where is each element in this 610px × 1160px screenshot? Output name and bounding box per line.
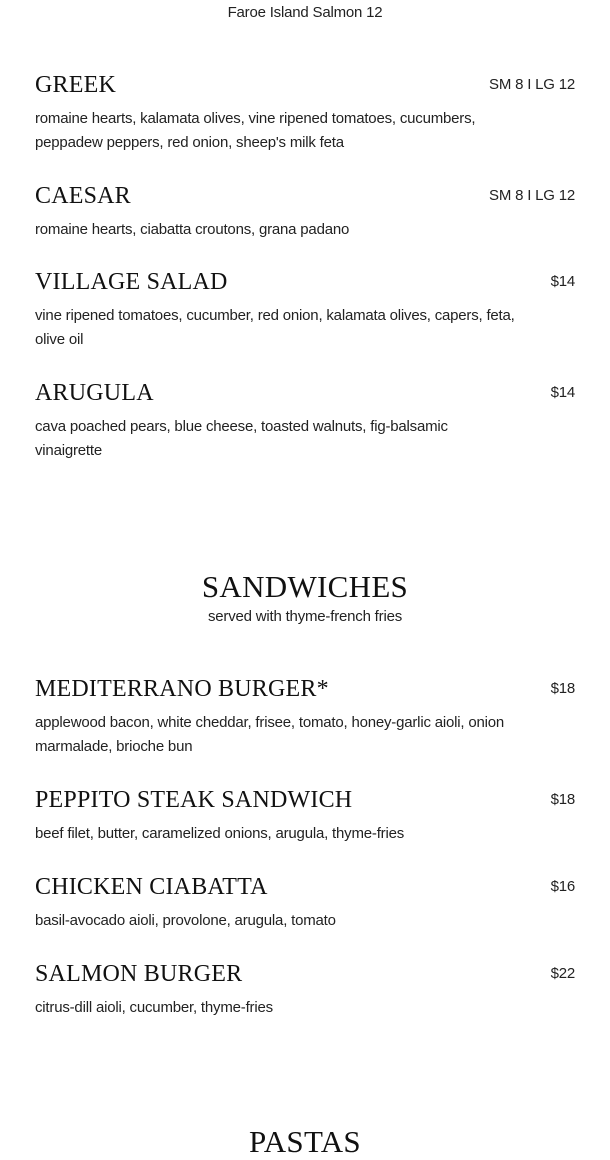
menu-item-price: $18 <box>550 791 575 808</box>
menu-item-description: beef filet, butter, caramelized onions, arugula, thyme-fries <box>35 825 405 842</box>
menu-item-description: vine ripened tomatoes, cucumber, red onion, kalamata olives, capers, feta, olive oil <box>35 307 515 348</box>
menu-item-peppito-steak-sandwich <box>35 787 575 846</box>
menu-item-name: PEPPITO STEAK SANDWICH <box>35 787 353 813</box>
menu-item-arugula <box>35 380 575 463</box>
menu-item-description: cava poached pears, blue cheese, toasted walnuts, fig-balsamic vinaigrette <box>35 418 448 459</box>
menu-item-name: GREEK <box>35 72 116 98</box>
menu-item-description: basil-avocado aioli, provolone, arugula, tomato <box>35 912 336 929</box>
menu-item-greek <box>35 72 575 155</box>
section-subtitle-sandwiches: served with thyme-french fries <box>207 608 403 625</box>
section-title-sandwiches: SANDWICHES <box>201 569 409 604</box>
section-title-pastas: PASTAS <box>249 1124 361 1159</box>
menu-item-description: applewood bacon, white cheddar, frisee, tomato, honey-garlic aioli, onion marmalade, brioche bun <box>35 714 505 755</box>
menu-item-name: CAESAR <box>35 183 131 209</box>
menu-item-description: citrus-dill aioli, cucumber, thyme-fries <box>35 999 273 1016</box>
menu-item-village-salad <box>35 269 575 352</box>
menu-item-description: romaine hearts, kalamata olives, vine ripened tomatoes, cucumbers, peppadew peppers, red onion, sheep's milk feta <box>35 110 476 151</box>
menu-item-price: $16 <box>550 878 575 895</box>
menu-item-mediterrano-burger <box>35 676 575 759</box>
salad-add-on-note: Faroe Island Salmon 12 <box>227 4 383 21</box>
menu-item-price: $14 <box>550 384 575 401</box>
menu-item-caesar <box>35 183 575 242</box>
menu-item-chicken-ciabatta <box>35 874 575 933</box>
menu-item-name: CHICKEN CIABATTA <box>35 874 268 900</box>
menu-item-price: $22 <box>550 965 575 982</box>
menu-item-price: SM 8 I LG 12 <box>489 187 575 204</box>
menu-item-salmon-burger <box>35 961 575 1020</box>
menu-item-description: romaine hearts, ciabatta croutons, grana padano <box>35 221 350 238</box>
menu-item-name: VILLAGE SALAD <box>35 269 228 295</box>
menu-item-name: ARUGULA <box>35 380 154 406</box>
menu-item-price: SM 8 I LG 12 <box>489 76 575 93</box>
menu-item-name: MEDITERRANO BURGER* <box>35 676 329 702</box>
menu-item-price: $14 <box>550 273 575 290</box>
menu-item-price: $18 <box>550 680 575 697</box>
menu-item-name: SALMON BURGER <box>35 961 243 987</box>
